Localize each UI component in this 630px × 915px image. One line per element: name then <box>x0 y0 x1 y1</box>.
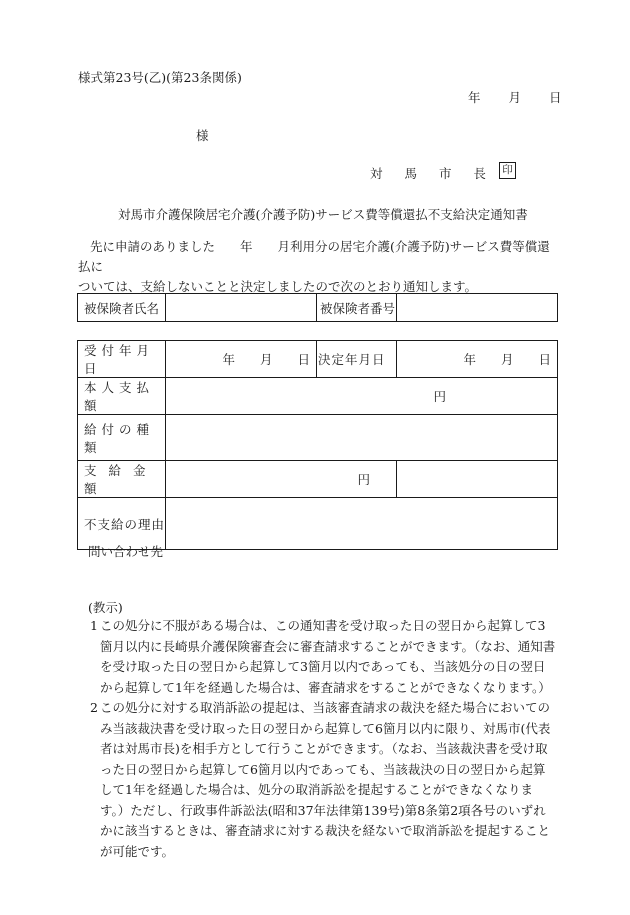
insured-number-field[interactable] <box>397 294 558 322</box>
insured-table <box>77 293 558 322</box>
self-paid-label: 本人支払額 <box>78 378 166 415</box>
non-payment-reason-field[interactable] <box>166 498 558 550</box>
decision-date-label: 決定年月日 <box>317 341 397 378</box>
insured-number-label: 被保険者番号 <box>317 294 397 322</box>
paid-amount-unit: 円 <box>357 472 370 487</box>
form-number: 様式第23号(乙)(第23条関係) <box>78 70 242 85</box>
insured-name-label: 被保険者氏名 <box>78 294 166 322</box>
issue-date-year: 年 <box>468 90 481 105</box>
intro-line-1: 先に申請のありました 年 月利用分の居宅介護(介護予防)サービス費等償還払に <box>78 239 550 274</box>
intro-paragraph <box>78 237 556 297</box>
insured-name-field[interactable] <box>166 294 317 322</box>
decision-date-field[interactable]: 年 月 日 <box>397 341 558 378</box>
issue-date-month: 月 <box>508 90 522 105</box>
notice-item-1-text: この処分に不服がある場合は、この通知書を受け取った日の翌日から起算して3箇月以内に長崎県介護保険審査会に審査請求することができます。（なお、通知書を受け取った日の翌日から起算して3箇月以内であっても、当該処分の日の翌日から起算して1年を経過した場合は、審査請求をすることができなくなります。） <box>100 618 556 695</box>
notice-item-2-text: この処分に対する取消訴訟の提起は、当該審査請求の裁決を経た場合においてのみ当該裁決書を受け取った日の翌日から起算して6箇月以内に限り、対馬市(代表者は対馬市長)を相手方として行うことができます。（なお、当該裁決書を受け取った日の翌日から起算して6箇月以内であっても、当該裁決の日の翌日から起算して1年を経過した場合は、処分の取消訴訟を提起することができなくなります。）ただし、行政事件訴訟法(昭和37年法律第139号)第8条第2項各号のいずれかに該当するときは、審査請求に対する裁決を経ないで取消訴訟を提起することが可能です。 <box>100 700 551 859</box>
self-paid-unit: 円 <box>433 389 446 404</box>
intro-line-2: ついては、支給しないことと決定しましたので次のとおり通知します。 <box>78 279 478 294</box>
notice-item-1 <box>78 616 556 698</box>
seal-mark: 印 <box>499 162 516 179</box>
notice-item-2-number: 2 <box>90 700 98 715</box>
issue-date <box>468 88 562 106</box>
received-date-label: 受付年月日 <box>78 341 166 378</box>
notice-item-1-number: 1 <box>90 618 98 633</box>
notice-header: (教示) <box>88 600 123 615</box>
issue-date-day: 日 <box>549 90 562 105</box>
addressee-suffix: 様 <box>196 128 209 143</box>
paid-amount-field[interactable] <box>166 461 397 498</box>
benefit-type-field[interactable] <box>166 415 558 461</box>
notice-section <box>78 616 556 862</box>
paid-amount-extra-cell <box>397 461 558 498</box>
document-title: 対馬市介護保険居宅介護(介護予防)サービス費等償還払不支給決定通知書 <box>118 207 528 222</box>
self-paid-field[interactable] <box>166 378 558 415</box>
non-payment-reason-label: 不支給の理由 <box>78 498 166 550</box>
issuer-name: 対 馬 市 長 <box>370 166 495 181</box>
benefit-type-label: 給付の種類 <box>78 415 166 461</box>
decision-table <box>77 340 558 550</box>
paid-amount-label: 支給金額 <box>78 461 166 498</box>
inquiry-label: 問い合わせ先 <box>88 544 164 559</box>
notice-item-2 <box>78 698 556 862</box>
received-date-field[interactable]: 年 月 日 <box>166 341 317 378</box>
